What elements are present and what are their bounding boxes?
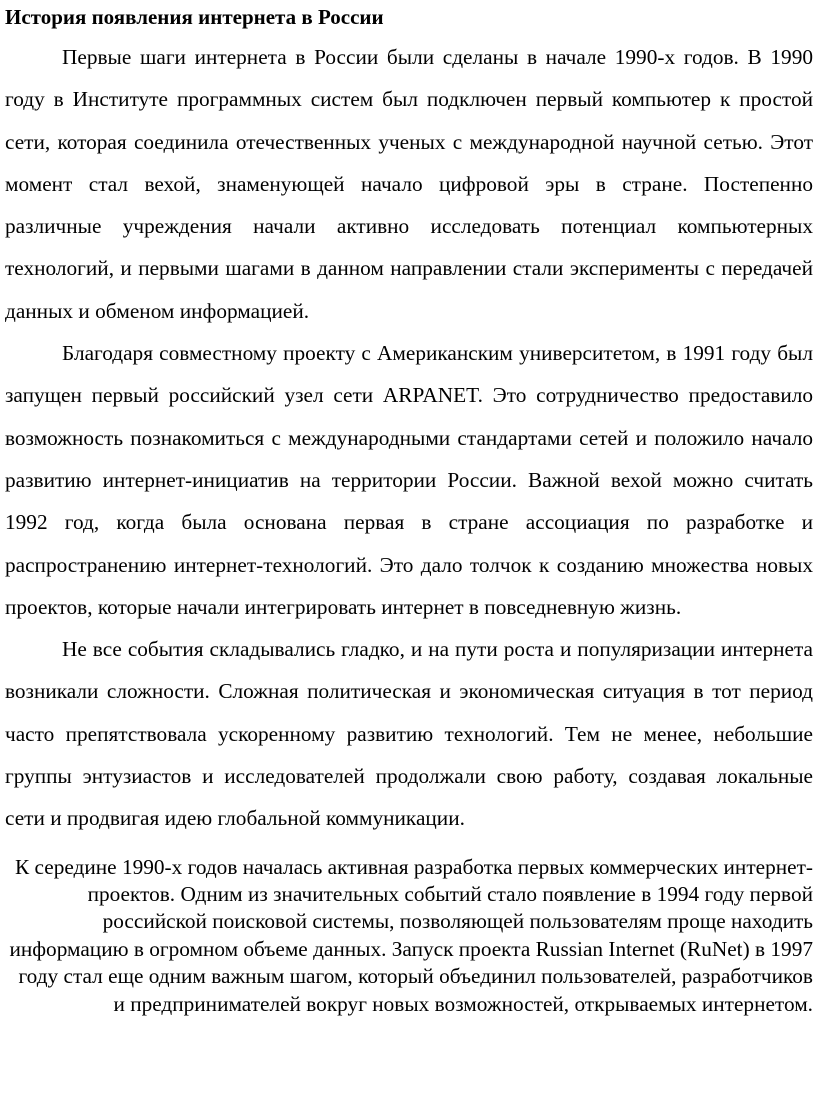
paragraph-commercial-projects: К середине 1990-х годов началась активная разработка первых коммерческих интернет-проектов. Одним из значительных событий стало появление в 1994 году первой российской поисковой системы, позволяющей пользователям проще находить информацию в огромном объеме данных. Запуск проекта Russian Internet (RuNet) в 1997 году стал еще одним важным шагом, который объединил пользователей, разработчиков и предпринимателей вокруг новых возможностей, открываемых интернетом. (9, 854, 813, 1016)
paragraph-first-steps: Первые шаги интернета в России были сделаны в начале 1990-х годов. В 1990 году в Институте программных систем был подключен первый компьютер к простой сети, которая соединила отечественных ученых с международной научной сетью. Этот момент стал вехой, знаменующей начало цифровой эры в стране. Постепенно различные учреждения начали активно исследовать потенциал компьютерных технологий, и первыми шагами в данном направлении стали эксперименты с передачей данных и обменом информацией. (5, 45, 813, 323)
document-title: История появления интернета в России (5, 5, 384, 29)
paragraph-difficulties: Не все события складывались гладко, и на пути роста и популяризации интернета возникали сложности. Сложная политическая и экономическая ситуация в тот период часто препятствовала ускоренному развитию технологий. Тем не менее, небольшие группы энтузиастов и исследователей продолжали свою работу, создавая локальные сети и продвигая идею глобальной коммуникации. (5, 637, 813, 831)
paragraph-arpanet: Благодаря совместному проекту с Американским университетом, в 1991 году был запущен первый российский узел сети ARPANET. Это сотрудничество предоставило возможность познакомиться с международными стандартами сетей и положило начало развитию интернет-инициатив на территории России. Важной вехой можно считать 1992 год, когда была основана первая в стране ассоциация по разработке и распространению интернет-технологий. Это дало толчок к созданию множества новых проектов, которые начали интегрировать интернет в повседневную жизнь. (5, 341, 813, 619)
document-page (5, 0, 813, 1018)
